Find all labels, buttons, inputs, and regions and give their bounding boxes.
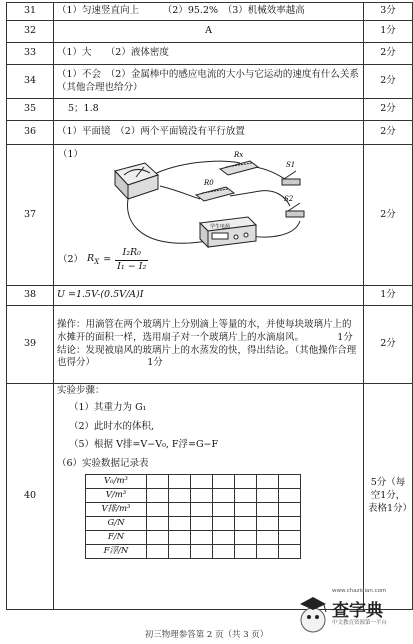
formula-lhs-sub: X bbox=[94, 258, 100, 267]
record-cell bbox=[235, 531, 257, 545]
record-cell bbox=[257, 475, 279, 489]
power-label: 学生电源 bbox=[210, 224, 231, 230]
answer-text: （1）平面镜 （2）两个平面镜没有平行放置 bbox=[54, 121, 364, 145]
table-row bbox=[7, 43, 413, 65]
answer-cell bbox=[54, 145, 364, 286]
answer-text: 5；1.8 bbox=[54, 99, 364, 121]
table-row bbox=[7, 306, 413, 384]
record-cell bbox=[147, 517, 169, 531]
switch-s2-icon bbox=[286, 203, 304, 217]
record-row bbox=[86, 517, 301, 531]
record-cell bbox=[213, 531, 235, 545]
record-label: G/N bbox=[86, 517, 147, 531]
score: 1分 bbox=[364, 21, 413, 43]
step-line: （1）其重力为 G₁ bbox=[69, 401, 147, 413]
record-cell bbox=[147, 489, 169, 503]
question-number: 40 bbox=[7, 384, 54, 610]
record-cell bbox=[169, 531, 191, 545]
record-cell bbox=[279, 545, 301, 559]
record-cell bbox=[257, 503, 279, 517]
answer-text: （1）大 （2）液体密度 bbox=[54, 43, 364, 65]
record-cell bbox=[257, 489, 279, 503]
score: 5分（每空1分，表格1分） bbox=[364, 384, 413, 610]
record-cell bbox=[279, 517, 301, 531]
answer-text: （1）不会 （2）金属棒中的感应电流的大小与它运动的速度有什么关系（其他合理也给分） bbox=[54, 65, 364, 99]
record-label: F浮/N bbox=[86, 545, 147, 559]
record-cell bbox=[279, 503, 301, 517]
formula-numerator: I₂R₀ bbox=[115, 247, 148, 261]
part-label: （1） bbox=[58, 149, 84, 160]
record-cell bbox=[213, 503, 235, 517]
table-row bbox=[7, 21, 413, 43]
record-cell bbox=[235, 503, 257, 517]
score: 2分 bbox=[364, 121, 413, 145]
ammeter-icon bbox=[115, 163, 158, 199]
record-table bbox=[85, 474, 301, 559]
record-cell bbox=[235, 545, 257, 559]
record-cell bbox=[191, 489, 213, 503]
conclusion-text: 结论：发现被扇风的玻璃片上的水蒸发的快，得出结论。（其他操作合理也得分） 1分 bbox=[57, 344, 357, 369]
record-label: V排/m³ bbox=[86, 503, 147, 517]
record-cell bbox=[279, 531, 301, 545]
answer-cell bbox=[54, 384, 364, 610]
record-cell bbox=[213, 517, 235, 531]
question-number: 35 bbox=[7, 99, 54, 121]
power-supply-icon bbox=[200, 217, 256, 247]
question-number: 31 bbox=[7, 3, 54, 21]
table-row bbox=[7, 65, 413, 99]
table-row bbox=[7, 145, 413, 286]
record-row bbox=[86, 489, 301, 503]
record-cell bbox=[169, 489, 191, 503]
answer-table bbox=[6, 2, 413, 610]
record-cell bbox=[147, 475, 169, 489]
record-row bbox=[86, 531, 301, 545]
record-cell bbox=[169, 475, 191, 489]
score: 2分 bbox=[364, 306, 413, 384]
question-number: 33 bbox=[7, 43, 54, 65]
table-row bbox=[7, 99, 413, 121]
record-row bbox=[86, 475, 301, 489]
record-cell bbox=[169, 545, 191, 559]
switch-s1-icon bbox=[282, 171, 300, 185]
question-number: 38 bbox=[7, 286, 54, 306]
record-cell bbox=[147, 503, 169, 517]
record-row bbox=[86, 545, 301, 559]
s1-label: S1 bbox=[286, 161, 296, 169]
record-cell bbox=[191, 503, 213, 517]
step-line: （5）根据 V排=V−V₀, F浮=G−F bbox=[69, 439, 219, 451]
rx-label: Rx bbox=[234, 151, 244, 159]
question-number: 36 bbox=[7, 121, 54, 145]
score: 2分 bbox=[364, 145, 413, 286]
record-cell bbox=[147, 531, 169, 545]
record-cell bbox=[213, 475, 235, 489]
record-row bbox=[86, 503, 301, 517]
answer-text: A bbox=[54, 21, 364, 43]
record-cell bbox=[147, 545, 169, 559]
record-cell bbox=[169, 503, 191, 517]
record-cell bbox=[213, 489, 235, 503]
score: 1分 bbox=[364, 286, 413, 306]
score: 2分 bbox=[364, 43, 413, 65]
record-cell bbox=[213, 545, 235, 559]
question-number: 32 bbox=[7, 21, 54, 43]
score: 3分 bbox=[364, 3, 413, 21]
steps-title: 实验步骤： bbox=[57, 385, 105, 396]
table-row bbox=[7, 121, 413, 145]
record-cell bbox=[257, 517, 279, 531]
record-cell bbox=[235, 475, 257, 489]
r0-label: R0 bbox=[204, 179, 214, 187]
resistor-r0-icon bbox=[196, 187, 234, 201]
record-cell bbox=[235, 489, 257, 503]
circuit-diagram bbox=[100, 151, 310, 251]
formula-fraction bbox=[115, 247, 148, 274]
answer-sheet bbox=[6, 2, 413, 610]
table-row bbox=[7, 3, 413, 21]
record-cell bbox=[191, 545, 213, 559]
page-footer: 初三物理参答第 2 页（共 3 页） bbox=[144, 630, 269, 640]
table-row bbox=[7, 384, 413, 610]
part-label: （2） bbox=[58, 253, 84, 265]
record-cell bbox=[257, 531, 279, 545]
score: 2分 bbox=[364, 99, 413, 121]
s2-label: S2 bbox=[284, 195, 294, 203]
record-cell bbox=[235, 517, 257, 531]
record-table-title: （6）实验数据记录表 bbox=[57, 458, 149, 470]
record-label: V/m³ bbox=[86, 489, 147, 503]
formula-lhs: R bbox=[87, 253, 95, 265]
formula-line: （2） $R_X$ = $\frac{\text{I₂R₀}}{\text{I₁ − I₂}}$ bbox=[58, 247, 147, 272]
score: 2分 bbox=[364, 65, 413, 99]
question-number: 37 bbox=[7, 145, 54, 286]
record-cell bbox=[279, 475, 301, 489]
record-cell bbox=[191, 475, 213, 489]
table-row bbox=[7, 286, 413, 306]
watermark-url: www.chazidian.com bbox=[332, 588, 387, 594]
formula-denominator: I₁ − I₂ bbox=[117, 260, 147, 272]
record-cell bbox=[191, 531, 213, 545]
record-cell bbox=[257, 545, 279, 559]
record-cell bbox=[169, 517, 191, 531]
record-label: F/N bbox=[86, 531, 147, 545]
watermark-sub: 中文教育资源第一平台 bbox=[332, 620, 388, 626]
operation-text: 操作：用滴管在两个玻璃片上分别滴上等量的水，并使每块玻璃片上的水摊开的面积一样，选用扇子对一个玻璃片上的水滴扇风。 1分 bbox=[57, 318, 353, 343]
record-label: V₀/m³ bbox=[86, 475, 147, 489]
record-cell bbox=[191, 517, 213, 531]
watermark-title: 查字典 bbox=[332, 601, 383, 621]
question-number: 39 bbox=[7, 306, 54, 384]
answer-text: U =1.5V-(0.5V/A)I bbox=[54, 286, 364, 306]
answer-cell bbox=[54, 306, 364, 384]
question-number: 34 bbox=[7, 65, 54, 99]
record-cell bbox=[279, 489, 301, 503]
step-line: （2）此时水的体积, bbox=[69, 420, 155, 432]
answer-text: （1）匀速竖直向上 （2）95.2% （3）机械效率越高 bbox=[54, 3, 364, 21]
